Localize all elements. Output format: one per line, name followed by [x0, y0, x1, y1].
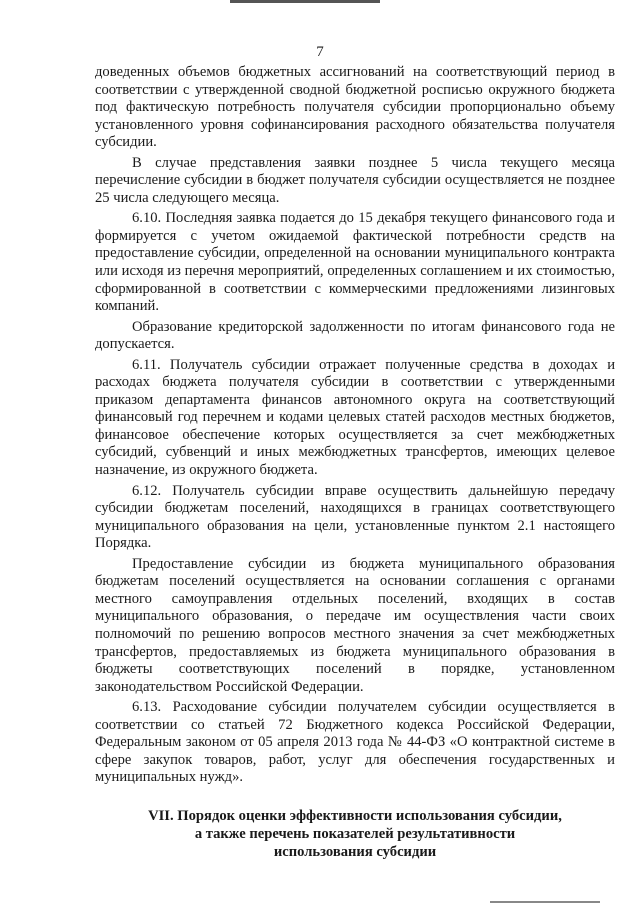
paragraph-6-11: 6.11. Получатель субсидии отражает полученные средства в доходах и расходах бюджета получателя субсидии в соответствии с утвержденными приказом департамента финансов автономного округа на соответствующий финансовый год перечнем и кодами целевых статей расходов местных бюджетов, финансовое обеспечение которых осуществляется за счет межбюджетных субсидий, субвенций и иных межбюджетных трансфертов, имеющих целевое назначение, из окружного бюджета. [95, 356, 615, 479]
paragraph-6-13: 6.13. Расходование субсидии получателем субсидии осуществляется в соответствии со статьей 72 Бюджетного кодекса Российской Федерации, Федеральным законом от 05 апреля 2013 года № 44-ФЗ «О контрактной системе в сфере закупок товаров, работ, услуг для обеспечения государственных и муниципальных нужд». [95, 699, 615, 786]
top-scan-edge [230, 0, 380, 3]
paragraph-6-12: 6.12. Получатель субсидии вправе осуществить дальнейшую передачу субсидии бюджетам поселений, находящихся в границах соответствующего муниципального образования на цели, установленные пунктом 2.1 настоящего Порядка. [95, 482, 615, 552]
paragraph-settlements: Предоставление субсидии из бюджета муниципального образования бюджетам поселений осуществляется на основании соглашения с органами местного самоуправления отдельных поселений, входящих в состав муниципального образования, о передаче им осуществления части своих полномочий по решению вопросов местного значения за счет межбюджетных трансфертов, предоставляемых из бюджета муниципального образования в бюджеты соответствующих поселений в порядке, установленном законодательством Российской Федерации. [95, 555, 615, 695]
section-title-line-2: а также перечень показателей результативности [194, 825, 516, 842]
paragraph-late-request: В случае представления заявки позднее 5 числа текущего месяца перечисление субсидии в бюджет получателя субсидии осуществляется не позднее 25 числа следующего месяца. [95, 154, 615, 206]
paragraph-no-debt: Образование кредиторской задолженности по итогам финансового года не допускается. [95, 318, 615, 353]
section-title [95, 807, 615, 861]
bottom-scan-mark [490, 901, 600, 903]
section-title-line-1: VII. Порядок оценки эффективности использования субсидии, [148, 807, 562, 824]
paragraph-6-10: 6.10. Последняя заявка подается до 15 декабря текущего финансового года и формируется с учетом ожидаемой фактической потребности средств на предоставление субсидии, определенной на основании муниципального контракта или исходя из перечня мероприятий, определенных соглашением и их стоимостью, сформированной в соответствии с коммерческими предложениями лизинговых компаний. [95, 210, 615, 315]
page-number: 7 [316, 44, 324, 60]
section-title-line-3: использования субсидии [273, 843, 437, 860]
paragraph-continuation: доведенных объемов бюджетных ассигнований на соответствующий период в соответствии с утвержденной сводной бюджетной росписью окружного бюджета под фактическую потребность получателя субсидии пропорционально объему установленного уровня софинансирования расходного обязательства получателя субсидии. [95, 64, 615, 151]
document-body [95, 64, 615, 861]
